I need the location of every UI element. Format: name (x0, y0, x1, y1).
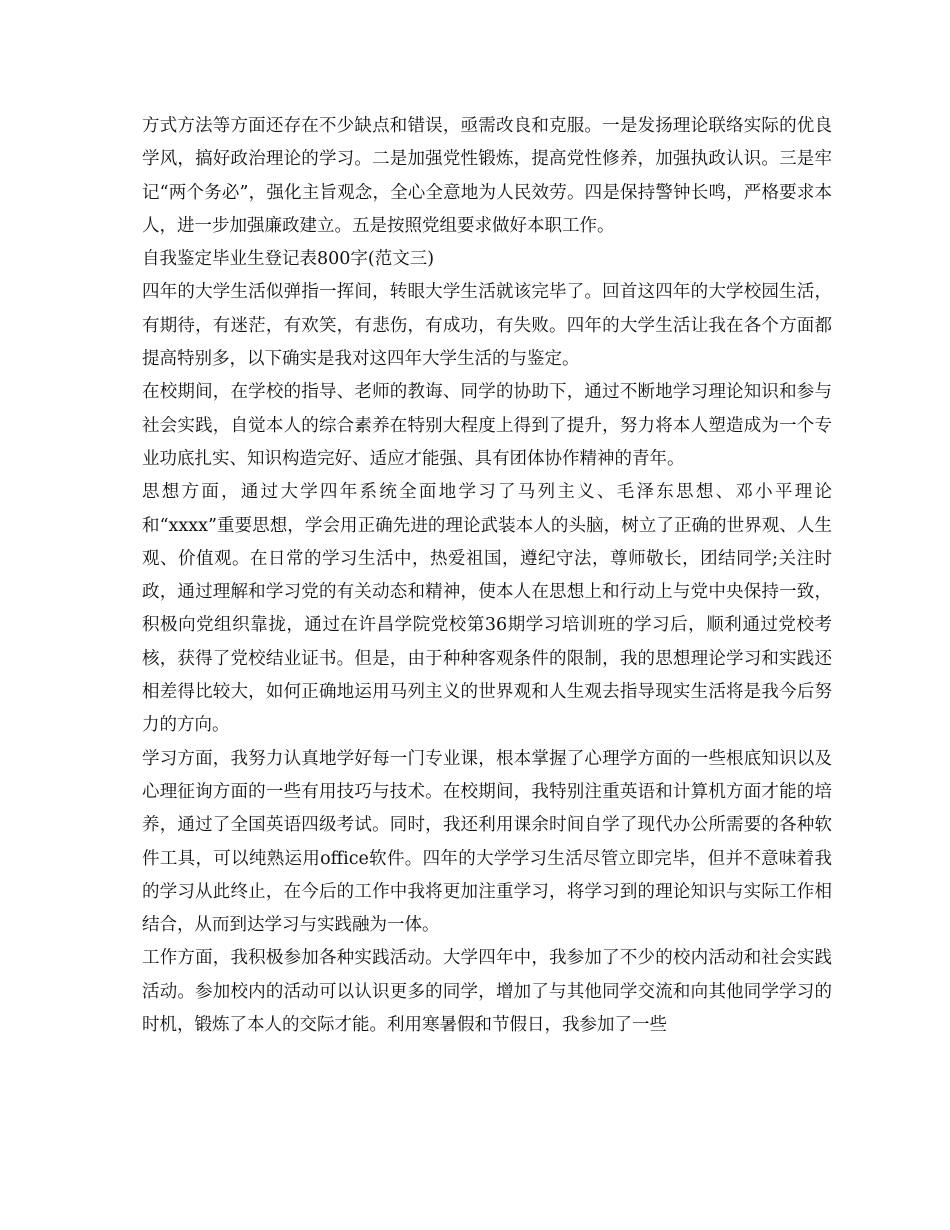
paragraph-work: 工作方面，我积极参加各种实践活动。大学四年中，我参加了不少的校内活动和社会实践活动。参加校内的活动可以认识更多的同学，增加了与其他同学交流和向其他同学学习的时机，锻炼了本人的交际才能。利用寒暑假和节假日，我参加了一些 (142, 948, 832, 1036)
paragraph-school-period: 在校期间，在学校的指导、老师的教诲、同学的协助下，通过不断地学习理论知识和参与社会实践，自觉本人的综合素养在特别大程度上得到了提升，努力将本人塑造成为一个专业功底扎实、知识构造完好、适应才能强、具有团体协作精神的青年。 (142, 382, 832, 469)
paragraph-self-reflection-end: 方式方法等方面还存在不少缺点和错误，亟需改良和克服。一是发扬理论联络实际的优良学风，搞好政治理论的学习。二是加强党性锻炼，提高党性修养，加强执政认识。三是牢记“两个务必”，强化主旨观念，全心全意地为人民效劳。四是保持警钟长鸣，严格要求本人，进一步加强廉政建立。五是按照党组要求做好本职工作。 (142, 116, 832, 236)
document-page (142, 110, 832, 1042)
paragraph-intro: 四年的大学生活似弹指一挥间，转眼大学生活就该完毕了。回首这四年的大学校园生活，有期待，有迷茫，有欢笑，有悲伤，有成功，有失败。四年的大学生活让我在各个方面都提高特别多，以下确实是我对这四年大学生活的与鉴定。 (142, 282, 832, 370)
paragraph-study: 学习方面，我努力认真地学好每一门专业课，根本掌握了心理学方面的一些根底知识以及心理征询方面的一些有用技巧与技术。在校期间，我特别注重英语和计算机方面才能的培养，通过了全国英语四级考试。同时，我还利用课余时间自学了现代办公所需要的各种软件工具，可以纯熟运用office软件。四年的大学学习生活尽管立即完毕，但并不意味着我的学习从此终止，在今后的工作中我将更加注重学习，将学习到的理论知识与实际工作相结合，从而到达学习与实践融为一体。 (142, 748, 832, 936)
paragraph-ideology: 思想方面，通过大学四年系统全面地学习了马列主义、毛泽东思想、邓小平理论和“xxxx”重要思想，学会用正确先进的理论武装本人的头脑，树立了正确的世界观、人生观、价值观。在日常的学习生活中，热爱祖国，遵纪守法，尊师敬长，团结同学;关注时政，通过理解和学习党的有关动态和精神，使本人在思想上和行动上与党中央保持一致，积极向党组织靠拢，通过在许昌学院党校第36期学习培训班的学习后，顺利通过党校考核，获得了党校结业证书。但是，由于种种客观条件的限制，我的思想理论学习和实践还相差得比较大，如何正确地运用马列主义的世界观和人生观去指导现实生活将是我今后努力的方向。 (142, 482, 832, 736)
section-heading: 自我鉴定毕业生登记表800字(范文三) (142, 249, 435, 270)
